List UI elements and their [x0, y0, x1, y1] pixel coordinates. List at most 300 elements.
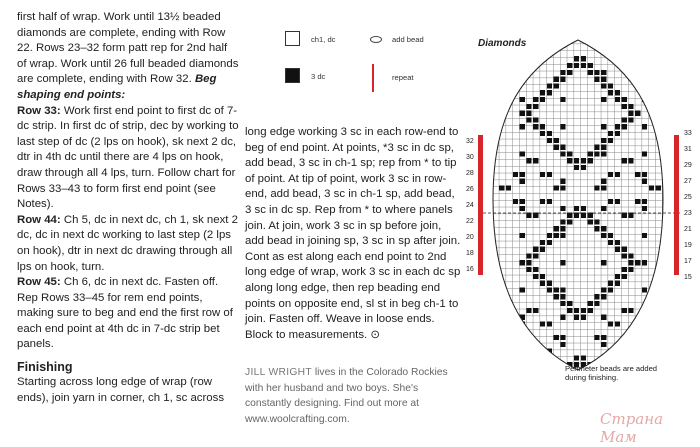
filled-cell [642, 172, 647, 177]
instructions-column-2 [245, 125, 461, 343]
filled-cell [628, 260, 633, 265]
filled-cell [635, 349, 640, 354]
filled-cell [642, 287, 647, 292]
filled-cell [642, 70, 647, 75]
filled-cell [642, 321, 647, 326]
filled-cell [594, 77, 599, 82]
row-45-label: Row 45: [17, 276, 61, 289]
row-44-paragraph [17, 213, 239, 275]
filled-cell [642, 179, 647, 184]
finishing-text: Starting across long edge of wrap (row ends), join yarn in corner, ch 1, sc across [17, 376, 225, 404]
filled-cell [533, 267, 538, 272]
filled-cell [526, 267, 531, 272]
filled-cell [581, 158, 586, 163]
row-number-label: 21 [684, 226, 692, 233]
filled-cell [520, 151, 525, 156]
filled-cell [547, 172, 552, 177]
filled-cell [601, 335, 606, 340]
filled-cell [642, 43, 647, 48]
filled-cell [554, 36, 559, 41]
filled-cell [615, 172, 620, 177]
filled-cell [513, 349, 518, 354]
filled-cell [588, 70, 593, 75]
filled-cell [520, 124, 525, 129]
filled-cell [520, 260, 525, 265]
filled-square-symbol [285, 68, 300, 83]
filled-cell [622, 267, 627, 272]
filled-cell [554, 138, 559, 143]
instructions-column-1 [17, 10, 239, 406]
filled-cell [560, 145, 565, 150]
filled-cell [526, 117, 531, 122]
chart-caption: Perimeter beads are added during finishing. [565, 364, 658, 383]
filled-cell [520, 172, 525, 177]
filled-cell [499, 335, 504, 340]
row-number-label: 23 [684, 210, 692, 217]
legend-repeat-label: repeat [392, 73, 414, 82]
filled-cell [540, 97, 545, 102]
filled-cell [615, 281, 620, 286]
filled-cell [520, 206, 525, 211]
filled-cell [594, 335, 599, 340]
filled-cell [560, 151, 565, 156]
filled-cell [520, 287, 525, 292]
filled-cell [554, 294, 559, 299]
filled-cell [594, 226, 599, 231]
filled-cell [560, 97, 565, 102]
filled-cell [547, 321, 552, 326]
filled-cell [540, 349, 545, 354]
filled-cell [601, 138, 606, 143]
filled-cell [608, 90, 613, 95]
filled-cell [608, 138, 613, 143]
filled-cell [560, 233, 565, 238]
filled-cell [560, 179, 565, 184]
filled-cell [628, 267, 633, 272]
filled-cell [520, 111, 525, 116]
filled-cell [622, 117, 627, 122]
filled-cell [567, 301, 572, 306]
filled-cell [520, 70, 525, 75]
filled-cell [520, 179, 525, 184]
filled-cell [506, 335, 511, 340]
row-number-label: 20 [466, 234, 474, 241]
row-number-label: 29 [684, 162, 692, 169]
filled-cell [642, 206, 647, 211]
filled-cell [601, 294, 606, 299]
filled-cell [560, 70, 565, 75]
filled-cell [581, 206, 586, 211]
filled-cell [526, 63, 531, 68]
filled-cell [526, 260, 531, 265]
filled-cell [594, 151, 599, 156]
filled-cell [635, 321, 640, 326]
filled-cell [601, 287, 606, 292]
filled-cell [520, 97, 525, 102]
filled-cell [540, 240, 545, 245]
filled-cell [540, 49, 545, 54]
filled-cell [588, 301, 593, 306]
filled-cell [560, 77, 565, 82]
filled-cell [560, 342, 565, 347]
filled-cell [533, 158, 538, 163]
filled-cell [622, 158, 627, 163]
filled-cell [622, 104, 627, 109]
filled-cell [649, 36, 654, 41]
filled-cell [540, 172, 545, 177]
filled-cell [635, 49, 640, 54]
filled-cell [601, 179, 606, 184]
filled-cell [520, 49, 525, 54]
filled-cell [574, 315, 579, 320]
row-number-label: 25 [684, 194, 692, 201]
filled-cell [554, 287, 559, 292]
bead-icon [370, 36, 382, 43]
filled-cell [642, 124, 647, 129]
filled-cell [601, 77, 606, 82]
filled-cell [560, 124, 565, 129]
filled-cell [594, 294, 599, 299]
filled-cell [533, 247, 538, 252]
filled-cell [547, 138, 552, 143]
filled-cell [567, 151, 572, 156]
filled-cell [615, 131, 620, 136]
filled-cell [642, 49, 647, 54]
filled-cell [601, 36, 606, 41]
filled-cell [588, 219, 593, 224]
filled-cell [560, 36, 565, 41]
filled-cell [594, 36, 599, 41]
filled-cell [567, 219, 572, 224]
chart-grid [458, 30, 698, 410]
designer-name: JILL WRIGHT [245, 367, 312, 378]
filled-cell [615, 49, 620, 54]
filled-cell [560, 260, 565, 265]
legend-add-bead-label: add bead [392, 35, 424, 44]
filled-cell [601, 70, 606, 75]
col2-text: long edge working 3 sc in each row-end to beg of end point. At points, *3 sc in dc sp, add bead, 3 sc in ch-1 sp; rep from * to tip of point. At tip of point, work 3 sc in row-end, add bead, 3 sc in ch-1 sp, add bead, 3 sc in dc sp. Rep from * to where panels join. At join, work 3 sc in sp before join, add bead in joining sp, 3 sc in sp after join. Cont as est along each end point to 2nd long edge of wrap, work 3 sc in each dc sp along long edge, then rep beading end points on opposite end, sl st in beg ch-1 to join. Fasten off. Weave in loose ends. Block to measurements. [245, 126, 461, 341]
filled-cell [608, 131, 613, 136]
row-number-label: 18 [466, 250, 474, 257]
filled-cell [560, 185, 565, 190]
filled-cell [547, 131, 552, 136]
filled-cell [628, 117, 633, 122]
row-number-label: 19 [684, 242, 692, 249]
filled-cell [642, 199, 647, 204]
filled-cell [615, 349, 620, 354]
filled-cell [554, 335, 559, 340]
filled-cell [594, 70, 599, 75]
filled-cell [594, 301, 599, 306]
filled-cell [581, 308, 586, 313]
filled-cell [540, 274, 545, 279]
row-45-text: Ch 6, dc in next dc. Fasten off. Rep Rows 33–45 for rem end points, making sure to beg and end the first row of each end point at 4th dc in 7-dc strip bet panels. [17, 276, 233, 351]
row-number-label: 22 [466, 218, 474, 225]
filled-cell [608, 287, 613, 292]
filled-cell [642, 233, 647, 238]
filled-cell [560, 206, 565, 211]
filled-cell [615, 97, 620, 102]
filled-cell [628, 308, 633, 313]
chart-title: Diamonds [478, 38, 527, 49]
filled-cell [479, 342, 484, 347]
filled-cell [594, 145, 599, 150]
filled-cell [608, 240, 613, 245]
filled-cell [560, 219, 565, 224]
filled-cell [642, 342, 647, 347]
diamonds-chart [458, 30, 698, 415]
end-mark-icon: ⊙ [370, 328, 380, 341]
filled-cell [547, 287, 552, 292]
filled-cell [526, 308, 531, 313]
filled-cell [574, 63, 579, 68]
filled-cell [567, 63, 572, 68]
filled-cell [560, 226, 565, 231]
filled-cell [588, 308, 593, 313]
legend-3dc-label: 3 dc [311, 72, 326, 81]
filled-cell [526, 158, 531, 163]
intro-bold-text: Beg shaping end points: [17, 73, 217, 101]
filled-cell [581, 56, 586, 61]
filled-cell [615, 321, 620, 326]
filled-cell [540, 321, 545, 326]
filled-cell [581, 315, 586, 320]
filled-cell [601, 97, 606, 102]
filled-cell [560, 315, 565, 320]
open-square-symbol [285, 31, 300, 46]
filled-cell [601, 226, 606, 231]
filled-cell [540, 247, 545, 252]
filled-cell [513, 199, 518, 204]
filled-cell [574, 56, 579, 61]
row-number-label: 26 [466, 186, 474, 193]
filled-cell [554, 233, 559, 238]
filled-cell [499, 185, 504, 190]
filled-cell [526, 362, 531, 367]
filled-cell [520, 369, 525, 374]
filled-cell [513, 321, 518, 326]
filled-cell [574, 206, 579, 211]
filled-cell [601, 185, 606, 190]
filled-cell [526, 253, 531, 258]
filled-cell [540, 131, 545, 136]
filled-cell [479, 70, 484, 75]
filled-cell [554, 145, 559, 150]
filled-cell [513, 172, 518, 177]
filled-cell [554, 185, 559, 190]
filled-cell [622, 308, 627, 313]
filled-cell [547, 240, 552, 245]
filled-cell [554, 77, 559, 82]
row-number-label: 16 [466, 266, 474, 273]
filled-cell [601, 315, 606, 320]
filled-cell [601, 260, 606, 265]
filled-cell [554, 83, 559, 88]
filled-cell [608, 199, 613, 204]
chart-legend [280, 28, 440, 98]
row-45-paragraph [17, 275, 239, 353]
filled-cell [628, 158, 633, 163]
filled-cell [547, 281, 552, 286]
filled-cell [540, 90, 545, 95]
filled-cell [608, 49, 613, 54]
filled-cell [574, 308, 579, 313]
filled-cell [601, 43, 606, 48]
filled-cell [601, 342, 606, 347]
filled-cell [594, 185, 599, 190]
filled-cell [649, 335, 654, 340]
filled-cell [656, 335, 661, 340]
filled-cell [540, 199, 545, 204]
filled-cell [479, 315, 484, 320]
filled-cell [622, 274, 627, 279]
filled-cell [533, 124, 538, 129]
filled-cell [533, 117, 538, 122]
filled-cell [642, 260, 647, 265]
filled-cell [547, 90, 552, 95]
filled-cell [513, 49, 518, 54]
filled-cell [567, 308, 572, 313]
filled-cell [608, 281, 613, 286]
filled-cell [588, 158, 593, 163]
filled-cell [642, 349, 647, 354]
filled-cell [615, 199, 620, 204]
filled-cell [533, 274, 538, 279]
filled-cell [547, 49, 552, 54]
intro-paragraph [17, 10, 239, 104]
filled-cell [601, 233, 606, 238]
filled-cell [628, 111, 633, 116]
legend-ch1dc-label: ch1, dc [311, 35, 336, 44]
filled-cell [628, 253, 633, 258]
filled-cell [594, 219, 599, 224]
filled-cell [479, 287, 484, 292]
filled-cell [615, 274, 620, 279]
filled-cell [615, 90, 620, 95]
row-33-text: Work first end point to first dc of 7-dc strip. In first dc of strip, dec by working to last step of dc (2 lps on hook), sk next 2 dc, dtr in 4th dc until there are 4 lps on hook, draw through all 4 lps, turn. Follow chart for Rows 33–43 to form first end point (see Notes). [17, 104, 239, 211]
filled-cell [533, 104, 538, 109]
filled-cell [642, 151, 647, 156]
filled-cell [581, 165, 586, 170]
filled-cell [601, 124, 606, 129]
filled-cell [574, 165, 579, 170]
filled-cell [656, 185, 661, 190]
filled-cell [540, 124, 545, 129]
filled-cell [642, 315, 647, 320]
filled-cell [608, 321, 613, 326]
filled-cell [656, 36, 661, 41]
row-number-label: 32 [466, 138, 474, 145]
row-number-label: 27 [684, 178, 692, 185]
filled-cell [540, 281, 545, 286]
filled-cell [581, 355, 586, 360]
filled-cell [601, 145, 606, 150]
filled-cell [520, 233, 525, 238]
filled-cell [547, 83, 552, 88]
col2-paragraph [245, 125, 461, 343]
filled-cell [560, 301, 565, 306]
filled-cell [574, 355, 579, 360]
row-number-label: 28 [466, 170, 474, 177]
filled-cell [574, 158, 579, 163]
filled-cell [622, 253, 627, 258]
filled-cell [608, 233, 613, 238]
filled-cell [560, 335, 565, 340]
row-44-text: Ch 5, dc in next dc, ch 1, sk next 2 dc, dc in next dc working to last step (2 lps on hook), dtr in next dc drawing through all lps on hook, turn. [17, 213, 238, 273]
filled-cell [526, 104, 531, 109]
filled-cell [601, 83, 606, 88]
filled-cell [554, 226, 559, 231]
filled-cell [479, 124, 484, 129]
repeat-line-icon [372, 64, 374, 92]
filled-cell [628, 104, 633, 109]
filled-cell [615, 124, 620, 129]
filled-cell [622, 63, 627, 68]
filled-cell [533, 253, 538, 258]
filled-cell [601, 206, 606, 211]
intro-text: first half of wrap. Work until 13½ beaded diamonds are complete, ending with Row 22. Rows 23–32 form patt rep for 2nd half of wrap. Work until 26 full beaded diamonds are complete, ending with Row 32. [17, 11, 239, 86]
filled-cell [533, 63, 538, 68]
watermark-logo: Страна Мам [600, 410, 664, 446]
filled-cell [588, 63, 593, 68]
filled-cell [526, 111, 531, 116]
filled-cell [615, 240, 620, 245]
row-number-label: 15 [684, 274, 692, 281]
filled-cell [533, 97, 538, 102]
row-33-paragraph [17, 104, 239, 213]
row-number-label: 30 [466, 154, 474, 161]
filled-cell [635, 172, 640, 177]
row-number-label: 24 [466, 202, 474, 209]
filled-cell [567, 158, 572, 163]
filled-cell [635, 260, 640, 265]
designer-bio [245, 365, 461, 427]
filled-cell [533, 362, 538, 367]
filled-cell [622, 97, 627, 102]
row-number-label: 33 [684, 130, 692, 137]
filled-cell [520, 342, 525, 347]
filled-cell [608, 83, 613, 88]
filled-cell [479, 97, 484, 102]
filled-cell [520, 349, 525, 354]
filled-cell [581, 63, 586, 68]
filled-cell [635, 199, 640, 204]
finishing-heading: Finishing [17, 360, 73, 375]
filled-cell [588, 151, 593, 156]
filled-cell [649, 185, 654, 190]
filled-cell [547, 199, 552, 204]
filled-cell [615, 247, 620, 252]
filled-cell [622, 247, 627, 252]
filled-cell [635, 111, 640, 116]
filled-cell [628, 63, 633, 68]
filled-cell [479, 369, 484, 374]
bio-text: lives in the Colorado Rockies with her husband and two boys. She's constantly designing. Find out more at www.woolcrafting.com. [245, 367, 448, 425]
filled-cell [601, 151, 606, 156]
filled-cell [622, 124, 627, 129]
filled-cell [520, 199, 525, 204]
row-44-label: Row 44: [17, 213, 61, 226]
filled-cell [533, 308, 538, 313]
filled-cell [560, 287, 565, 292]
row-33-label: Row 33: [17, 104, 61, 117]
row-number-label: 31 [684, 146, 692, 153]
row-number-label: 17 [684, 258, 692, 265]
filled-cell [567, 70, 572, 75]
filled-cell [608, 172, 613, 177]
filled-cell [560, 294, 565, 299]
filled-cell [547, 233, 552, 238]
